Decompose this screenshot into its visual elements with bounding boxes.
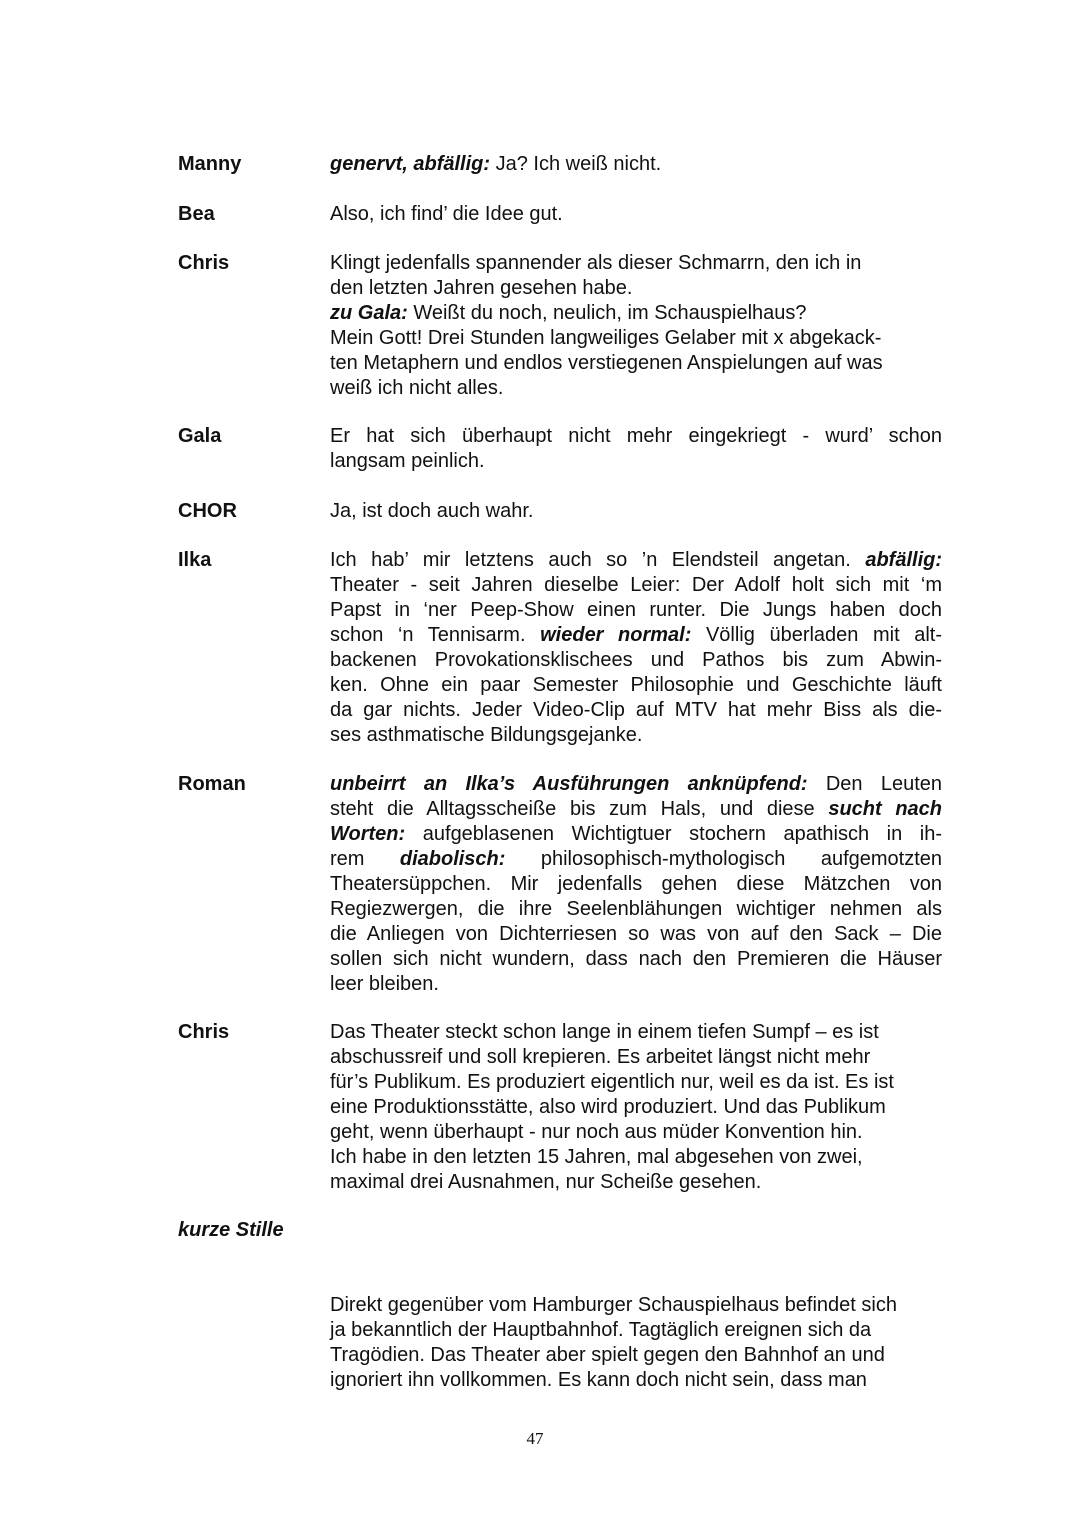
speech-line	[330, 1070, 942, 1095]
speech-segment: Tragödien. Das Theater aber spielt gegen den Bahnhof an und	[330, 1344, 885, 1366]
speech-segment: langsam peinlich.	[330, 450, 485, 472]
speech-line	[330, 202, 942, 227]
inline-stage-direction: abfällig:	[865, 549, 942, 571]
speech-segment: philosophisch-mythologisch aufgemotzten	[505, 848, 943, 870]
speech-segment: ken. Ohne ein paar Semester Philosophie und Geschichte läuft	[330, 674, 942, 696]
speech-segment: für’s Publikum. Es produziert eigentlich nur, weil es da ist. Es ist	[330, 1071, 894, 1093]
speech-segment: Direkt gegenüber vom Hamburger Schauspielhaus befindet sich	[330, 1294, 897, 1316]
inline-stage-direction: unbeirrt an Ilka’s Ausführungen anknüpfend:	[330, 773, 808, 795]
speech-line	[330, 972, 942, 997]
stage-direction: kurze Stille	[178, 1219, 284, 1241]
speech-segment: maximal drei Ausnahmen, nur Scheiße gesehen.	[330, 1171, 762, 1193]
speech-line	[330, 1045, 942, 1070]
speech-segment: da gar nichts. Jeder Video-Clip auf MTV hat mehr Biss als die-	[330, 699, 942, 721]
inline-stage-direction: diabolisch:	[399, 848, 506, 870]
speech-segment: Theatersüppchen. Mir jedenfalls gehen diese Mätzchen von	[330, 873, 942, 895]
speaker-name: Gala	[178, 425, 222, 447]
speech-line	[330, 723, 942, 748]
speech-line	[330, 648, 942, 673]
speech-segment: ses asthmatische Bildungsgejanke.	[330, 724, 643, 746]
speech-segment: Regiezwergen, die ihre Seelenblähungen wichtiger nehmen als	[330, 898, 942, 920]
speech-line	[330, 847, 942, 872]
speech-text	[330, 202, 942, 227]
speech-segment: Papst in ‘ner Peep-Show einen runter. Die Jungs haben doch	[330, 599, 942, 621]
speech-segment: Den Leuten	[807, 773, 942, 795]
speech-line	[330, 872, 942, 897]
speech-line	[330, 1318, 942, 1343]
speech-segment: Weißt du noch, neulich, im Schauspielhaus?	[407, 302, 807, 324]
speech-line	[330, 499, 942, 524]
speech-line	[330, 301, 942, 326]
speaker-name: Bea	[178, 203, 215, 225]
speech-line	[330, 152, 942, 177]
inline-stage-direction: Worten:	[330, 823, 406, 845]
inline-stage-direction: zu Gala:	[330, 302, 408, 324]
speaker-name: Chris	[178, 1021, 230, 1043]
speech-segment: Also, ich find’ die Idee gut.	[330, 203, 563, 225]
speech-text	[330, 424, 942, 474]
speech-line	[330, 673, 942, 698]
speech-line	[330, 1170, 942, 1195]
speech-line	[330, 376, 942, 401]
speaker-name: CHOR	[178, 500, 237, 522]
speech-text	[330, 1020, 942, 1195]
speech-segment: Völlig überladen mit alt-	[691, 624, 942, 646]
speech-line	[330, 1145, 942, 1170]
speech-line	[330, 424, 942, 449]
speech-line	[330, 947, 942, 972]
speech-line	[330, 598, 942, 623]
speech-segment: Ja, ist doch auch wahr.	[330, 500, 534, 522]
page-number: 47	[526, 1429, 544, 1448]
speech-line	[330, 1120, 942, 1145]
speech-text	[330, 1293, 942, 1393]
speech-segment: steht die Alltagsscheiße bis zum Hals, und diese	[330, 798, 829, 820]
speech-text	[330, 548, 942, 748]
speech-segment: backenen Provokationsklischees und Pathos bis zum Abwin-	[330, 649, 942, 671]
speech-text	[330, 772, 942, 997]
speech-line	[330, 573, 942, 598]
speech-segment: Ja? Ich weiß nicht.	[490, 153, 662, 175]
speech-segment: Das Theater steckt schon lange in einem tiefen Sumpf – es ist	[330, 1021, 879, 1043]
speech-segment: abschussreif und soll krepieren. Es arbeitet längst nicht mehr	[330, 1046, 871, 1068]
speaker-name: Chris	[178, 252, 230, 274]
speech-line	[330, 922, 942, 947]
speech-segment: Klingt jedenfalls spannender als dieser Schmarrn, den ich in	[330, 252, 862, 274]
speech-line	[330, 251, 942, 276]
speech-segment: weiß ich nicht alles.	[330, 377, 504, 399]
speech-line	[330, 326, 942, 351]
speech-text	[330, 152, 942, 177]
speech-text	[330, 251, 942, 401]
speech-line	[330, 548, 942, 573]
speech-line	[330, 698, 942, 723]
speech-segment: ja bekanntlich der Hauptbahnhof. Tagtäglich ereignen sich da	[330, 1319, 872, 1341]
speech-segment: eine Produktionsstätte, also wird produziert. Und das Publikum	[330, 1096, 886, 1118]
speech-segment: ignoriert ihn vollkommen. Es kann doch nicht sein, dass man	[330, 1369, 867, 1391]
speech-segment: sollen sich nicht wundern, dass nach den Premieren die Häuser	[330, 948, 942, 970]
speech-line	[330, 822, 942, 847]
speech-line	[330, 449, 942, 474]
speech-text	[330, 499, 942, 524]
speech-line	[330, 1095, 942, 1120]
speech-segment: ten Metaphern und endlos verstiegenen Anspielungen auf was	[330, 352, 883, 374]
speech-segment: Ich habe in den letzten 15 Jahren, mal abgesehen von zwei,	[330, 1146, 863, 1168]
speaker-name: Ilka	[178, 549, 212, 571]
speech-line	[330, 772, 942, 797]
speech-segment: schon ‘n Tennisarm.	[330, 624, 541, 646]
speech-segment: Ich hab’ mir letztens auch so ’n Elendsteil angetan.	[330, 549, 866, 571]
speech-segment: die Anliegen von Dichterriesen so was von auf den Sack – Die	[330, 923, 942, 945]
speech-segment: Mein Gott! Drei Stunden langweiliges Gelaber mit x abgekack-	[330, 327, 882, 349]
speech-segment: rem	[330, 848, 400, 870]
speech-line	[330, 797, 942, 822]
speech-segment: Er hat sich überhaupt nicht mehr eingekriegt - wurd’ schon	[330, 425, 942, 447]
inline-stage-direction: genervt, abfällig:	[330, 153, 491, 175]
speech-line	[330, 351, 942, 376]
speech-line	[330, 1293, 942, 1318]
speech-line	[330, 1343, 942, 1368]
speech-line	[330, 1020, 942, 1045]
speaker-name: Roman	[178, 773, 246, 795]
inline-stage-direction: sucht nach	[828, 798, 942, 820]
speaker-name: Manny	[178, 153, 242, 175]
speech-line	[330, 276, 942, 301]
speech-segment: aufgeblasenen Wichtigtuer stochern apathisch in ih-	[405, 823, 942, 845]
speech-segment: den letzten Jahren gesehen habe.	[330, 277, 633, 299]
speech-line	[330, 623, 942, 648]
speech-segment: Theater - seit Jahren dieselbe Leier: Der Adolf holt sich mit ‘m	[330, 574, 942, 596]
speech-line	[330, 897, 942, 922]
speech-line	[330, 1368, 942, 1393]
speech-segment: geht, wenn überhaupt - nur noch aus müder Konvention hin.	[330, 1121, 863, 1143]
inline-stage-direction: wieder normal:	[540, 624, 692, 646]
speech-segment: leer bleiben.	[330, 973, 439, 995]
